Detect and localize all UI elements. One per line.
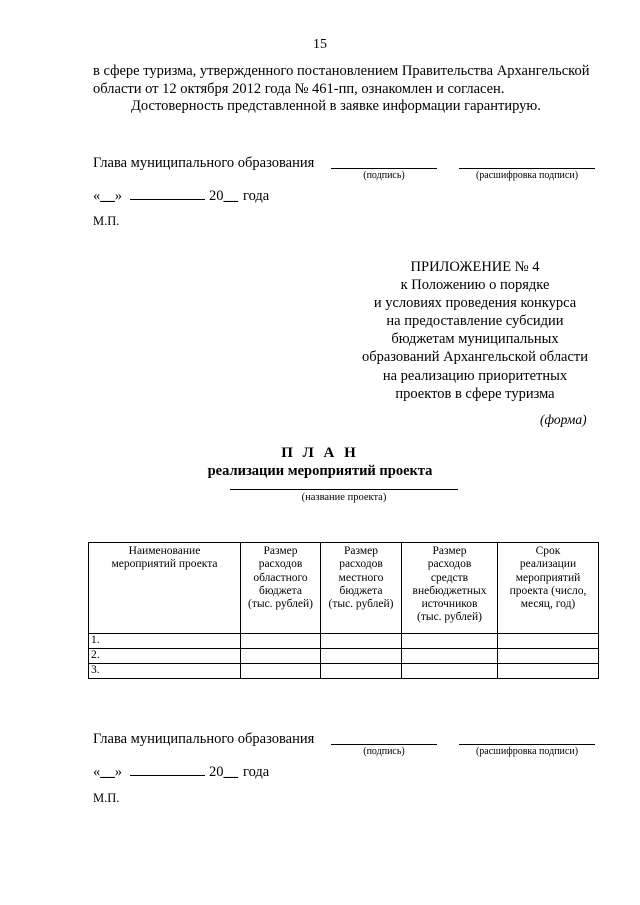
- year-suffix: года: [243, 188, 270, 204]
- table-cell[interactable]: [498, 649, 599, 664]
- intro-text-line: области от 12 октября 2012 года № 461-пп, ознакомлен и согласен.: [93, 81, 505, 97]
- year-prefix: 20: [209, 188, 224, 204]
- appendix-title: ПРИЛОЖЕНИЕ № 4: [410, 259, 540, 275]
- date-line: [93, 185, 269, 205]
- year-blank: __: [223, 764, 238, 780]
- header-local-budget: Размер расходов местного бюджета (тыс. рублей): [321, 543, 402, 634]
- stamp-label: М.П.: [93, 214, 120, 228]
- signature-line: [331, 168, 437, 169]
- quote-open: «: [93, 764, 101, 780]
- plan-title: П Л А Н: [281, 445, 359, 461]
- table-cell[interactable]: [241, 649, 321, 664]
- quote-open: «: [93, 188, 101, 204]
- day-blank: __: [100, 188, 115, 204]
- month-blank: [130, 761, 205, 776]
- quote-close: »: [114, 188, 122, 204]
- intro-text-line: в сфере туризма, утвержденного постановлением Правительства Архангельской: [93, 63, 590, 79]
- header-extrabudgetary: Размер расходов средств внебюджетных источников (тыс. рублей): [402, 543, 498, 634]
- signature-caption: (подпись): [363, 170, 405, 181]
- year-prefix: 20: [209, 764, 224, 780]
- appendix-line: на реализацию приоритетных: [382, 367, 568, 384]
- head-label: Глава муниципального образования: [93, 155, 315, 171]
- table-cell[interactable]: [402, 664, 498, 679]
- header-deadline: Срок реализации мероприятий проекта (число, месяц, год): [498, 543, 599, 634]
- row-number: 1.: [89, 634, 241, 649]
- table-row: [89, 634, 599, 649]
- appendix-line: на предоставление субсидии: [386, 313, 564, 330]
- header-activity-name: Наименование мероприятий проекта: [89, 543, 241, 634]
- table-header-row: [89, 543, 599, 634]
- table-row: [89, 664, 599, 679]
- table-cell[interactable]: [498, 664, 599, 679]
- table-cell[interactable]: [402, 649, 498, 664]
- year-suffix: года: [243, 764, 270, 780]
- table-cell[interactable]: [321, 649, 402, 664]
- row-number: 3.: [89, 664, 241, 679]
- decoding-line: [459, 744, 595, 745]
- appendix-line: проектов в сфере туризма: [395, 385, 555, 402]
- guarantee-statement: Достоверность представленной в заявке информации гарантирую.: [131, 98, 541, 114]
- signature-caption: (подпись): [363, 746, 405, 757]
- decoding-line: [459, 168, 595, 169]
- date-line: [93, 761, 269, 781]
- appendix-line: образований Архангельской области: [361, 349, 589, 366]
- table-cell[interactable]: [241, 634, 321, 649]
- head-label: Глава муниципального образования: [93, 731, 315, 747]
- form-label: (форма): [540, 412, 587, 427]
- year-blank: __: [223, 188, 238, 204]
- stamp-label: М.П.: [93, 791, 120, 805]
- project-name-caption: (название проекта): [301, 492, 387, 503]
- row-number: 2.: [89, 649, 241, 664]
- table-cell[interactable]: [321, 664, 402, 679]
- month-blank: [130, 185, 205, 200]
- page-number: 15: [313, 37, 327, 52]
- appendix-line: к Положению о порядке: [400, 277, 550, 294]
- appendix-line: и условиях проведения конкурса: [373, 295, 577, 312]
- table-row: [89, 649, 599, 664]
- table-cell[interactable]: [321, 634, 402, 649]
- table-cell[interactable]: [241, 664, 321, 679]
- project-name-line: [230, 489, 458, 490]
- decoding-caption: (расшифровка подписи): [475, 170, 579, 181]
- header-regional-budget: Размер расходов областного бюджета (тыс. рублей): [241, 543, 321, 634]
- appendix-line: бюджетам муниципальных: [391, 331, 559, 348]
- signature-line: [331, 744, 437, 745]
- table-cell[interactable]: [402, 634, 498, 649]
- quote-close: »: [114, 764, 122, 780]
- appendix-heading: [330, 258, 620, 403]
- plan-subtitle: реализации мероприятий проекта: [207, 463, 433, 479]
- plan-table: [88, 542, 599, 679]
- day-blank: __: [100, 764, 115, 780]
- decoding-caption: (расшифровка подписи): [475, 746, 579, 757]
- table-cell[interactable]: [498, 634, 599, 649]
